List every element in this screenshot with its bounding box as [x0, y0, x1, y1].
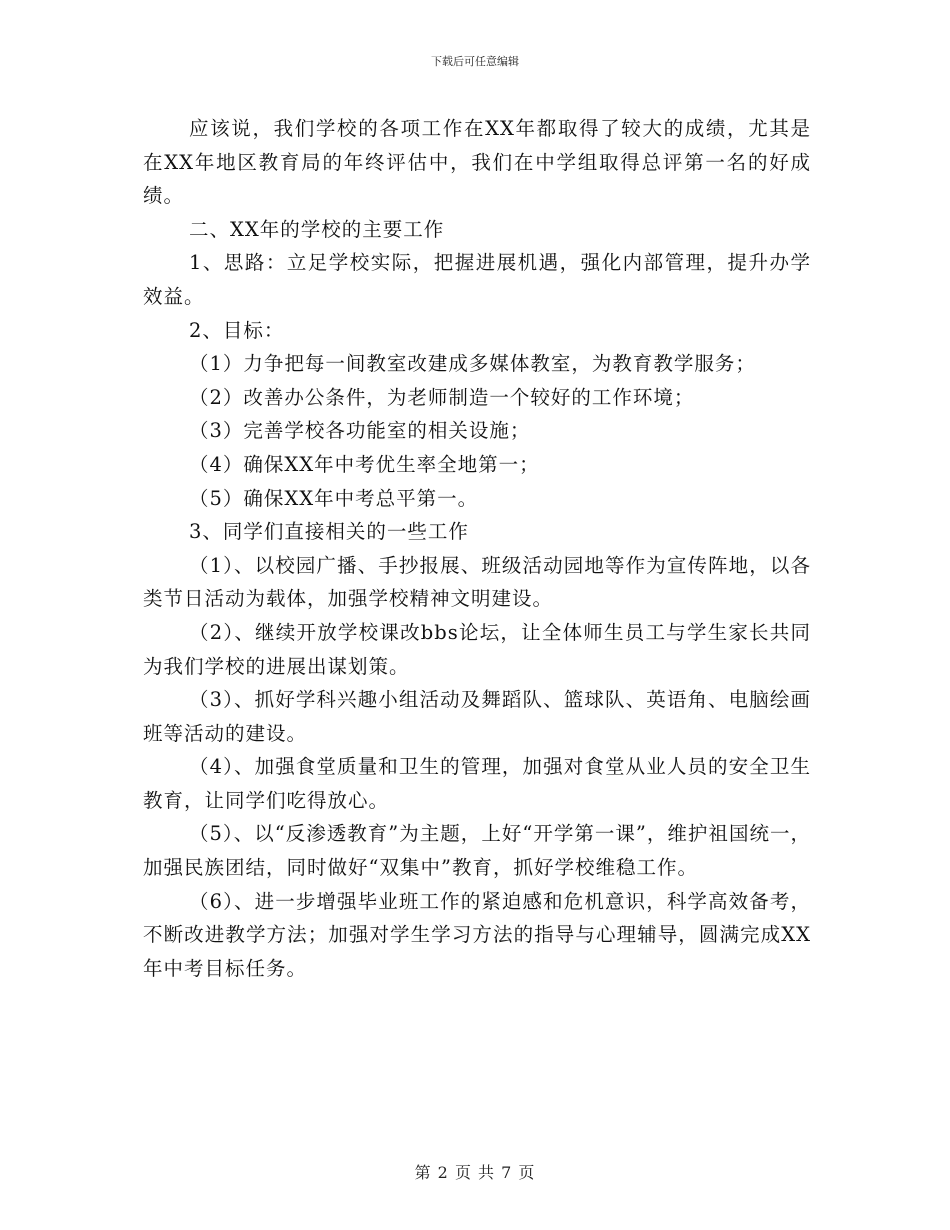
document-body [143, 112, 811, 985]
work-item-2: （2）、继续开放学校课改bbs论坛，让全体师生员工与学生家长共同为我们学校的进展出谋划策。 [143, 620, 811, 678]
work-item-5: （5）、以“反渗透教育”为主题，上好“开学第一课”，维护祖国统一，加强民族团结，同时做好“双集中”教育，抓好学校维稳工作。 [143, 822, 811, 880]
section-heading-main-work: 二、XX年的学校的主要工作 [189, 217, 445, 241]
work-item-3: （3）、抓好学科兴趣小组活动及舞蹈队、篮球队、英语角、电脑绘画班等活动的建设。 [143, 688, 811, 745]
work-item-6: （6）、进一步增强毕业班工作的紧迫感和危机意识，科学高效备考，不断改进教学方法；加强对学生学习方法的指导与心理辅导，圆满完成XX年中考目标任务。 [143, 889, 811, 980]
goal-item-4: （4）确保XX年中考优生率全地第一； [189, 452, 540, 476]
paragraph-student-work-heading: 3、同学们直接相关的一些工作 [189, 520, 469, 544]
page-number: 第 2 页 共 7 页 [414, 1163, 536, 1182]
goal-item-3: （3）完善学校各功能室的相关设施； [189, 419, 531, 443]
work-item-1: （1）、以校园广播、手抄报展、班级活动园地等作为宣传阵地，以各类节日活动为载体，加强学校精神文明建设。 [143, 553, 811, 611]
paragraph-summary: 应该说，我们学校的各项工作在XX年都取得了较大的成绩，尤其是在XX年地区教育局的年终评估中，我们在中学组取得总评第一名的好成绩。 [143, 117, 811, 208]
paragraph-approach: 1、思路：立足学校实际，把握进展机遇，强化内部管理，提升办学效益。 [143, 251, 811, 308]
goal-item-5: （5）确保XX年中考总平第一。 [189, 486, 479, 510]
page-header: 下载后可任意编辑 [431, 55, 519, 68]
goal-item-1: （1）力争把每一间教室改建成多媒体教室，为教育教学服务； [189, 352, 756, 376]
work-item-4: （4）、加强食堂质量和卫生的管理，加强对食堂从业人员的安全卫生教育，让同学们吃得放心。 [143, 755, 811, 812]
paragraph-goals-heading: 2、目标： [189, 318, 285, 342]
goal-item-2: （2）改善办公条件，为老师制造一个较好的工作环境； [189, 385, 695, 409]
